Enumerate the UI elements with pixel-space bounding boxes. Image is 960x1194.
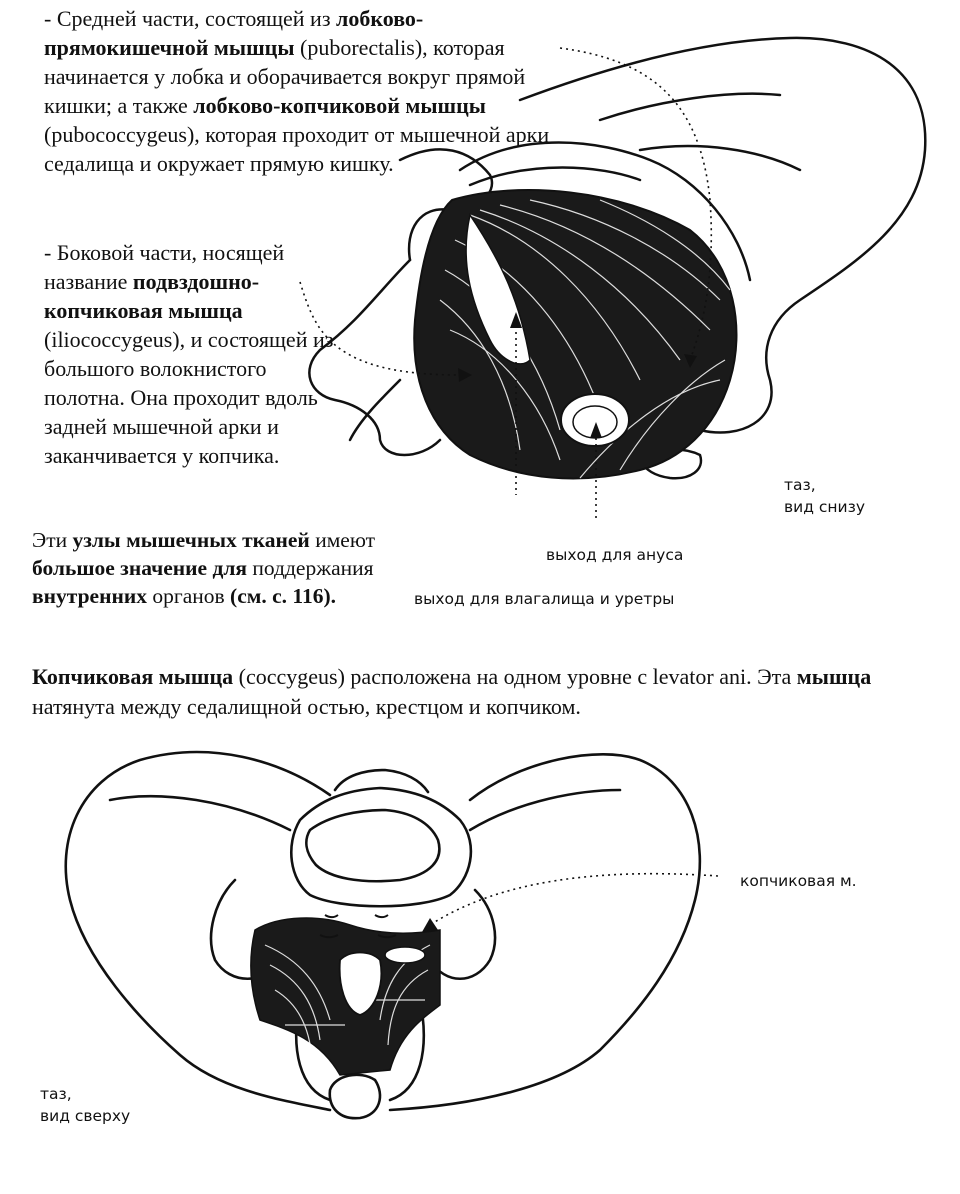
lateral-part-text-1: - Боковой части, носящей название [44,240,285,294]
middle-part-text-3: (pubococcygeus), которая проходит от мышечной арки седалища и окружает прямую кишку. [44,122,550,176]
page-reference: (см. с. 116). [230,584,337,608]
coccygeus-text-2: натянута между седалищной остью, крестцом и копчиком. [32,694,581,719]
anus-outlet-label: выход для ануса [546,546,684,564]
middle-part-text-1: - Средней части, состоящей из [44,6,337,31]
middle-part-text-2: (puborectalis), которая начинается у лобка и оборачивается вокруг прямой кишки; а также [44,35,526,118]
nodes-text-1: Эти [32,528,73,552]
pelvis-bottom-view-label: таз, вид снизу [784,476,865,516]
coccygeus-term: Копчиковая мышца [32,664,234,689]
sacrum [291,788,471,906]
nodes-text-4: органов [147,584,231,608]
vagina-urethra-outlet-label: выход для влагалища и уретры [414,590,675,608]
nodes-bold-2: большое значение для [32,556,248,580]
coccygeus-muscle-label: копчиковая м. [740,872,857,890]
pelvis-top-view-label: таз, вид сверху [40,1085,131,1125]
pubococcygeus-term: лобково-копчиковой мышцы [193,93,486,118]
nodes-text-3: поддержания [247,556,374,580]
pubic-symphysis [330,1075,380,1118]
iliococcygeus-term: подвздошно-копчиковая мышца [44,269,260,323]
lateral-part-text-2: (iliococcygeus), и состоящей из большого волокнистого полотна. Она проходит вдоль задней мышечной арки и заканчивается у копчика. [44,327,334,468]
nodes-bold-3: внутренних [32,584,147,608]
puborectalis-term: лобково-прямокишечной мышцы [44,6,424,60]
nodes-text-2: имеют [309,528,376,552]
coccygeus-bold-2: мышца [796,664,872,689]
coccygeus-text-1: (coccygeus) расположена на одном уровне с levator ani. Эта [233,664,797,689]
vertebral-body [306,810,439,881]
nodes-bold-1: узлы мышечных тканей [72,528,310,552]
